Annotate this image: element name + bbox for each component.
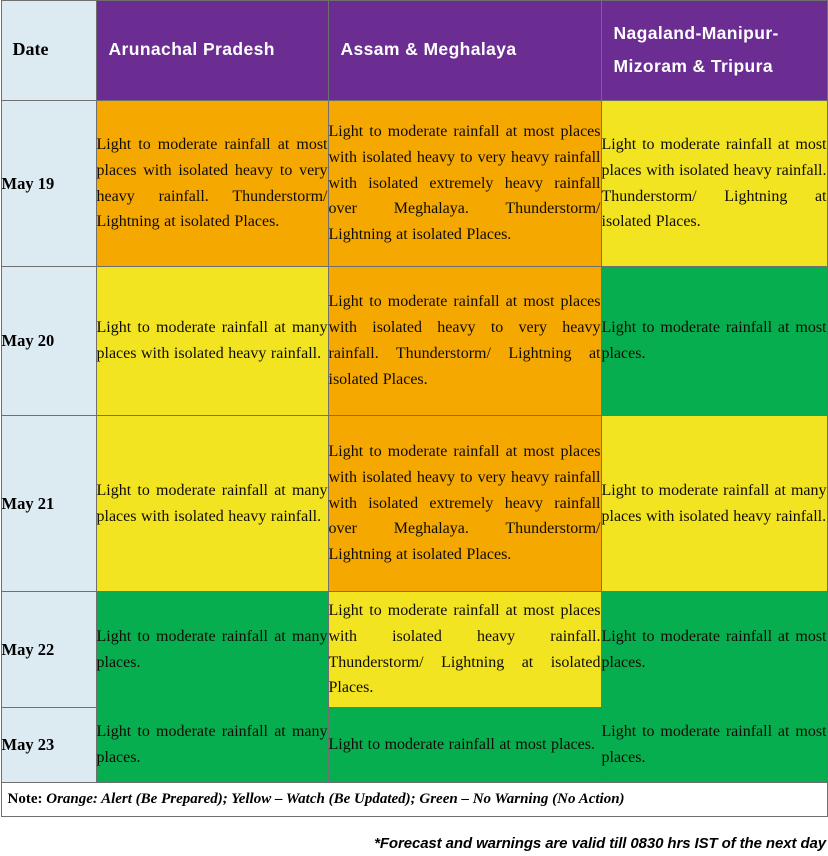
forecast-cell-may-23-assam-meghalaya: Light to moderate rainfall at most places. [328, 708, 601, 783]
row-date-may-20: May 20 [1, 267, 96, 416]
column-header-date: Date [1, 1, 96, 101]
row-date-may-22: May 22 [1, 592, 96, 708]
forecast-cell-may-22-nagaland-manipur-mizoram-tripura: Light to moderate rainfall at most places. [601, 592, 827, 708]
legend-note [1, 783, 827, 817]
table-row [1, 592, 827, 708]
forecast-cell-may-23-arunachal-pradesh: Light to moderate rainfall at many places. [96, 708, 328, 783]
forecast-cell-may-19-assam-meghalaya: Light to moderate rainfall at most places with isolated heavy to very heavy rainfall with isolated extremely heavy rainfall over Meghalaya. Thunderstorm/ Lightning at isolated Places. [328, 101, 601, 267]
column-header-nagaland-manipur-mizoram-tripura [601, 1, 827, 101]
forecast-cell-may-21-assam-meghalaya: Light to moderate rainfall at most places with isolated heavy to very heavy rainfall with isolated extremely heavy rainfall over Meghalaya. Thunderstorm/ Lightning at isolated Places. [328, 416, 601, 592]
row-date-may-19: May 19 [1, 101, 96, 267]
forecast-cell-may-21-nagaland-manipur-mizoram-tripura: Light to moderate rainfall at many places with isolated heavy rainfall. [601, 416, 827, 592]
legend-note-row [1, 783, 827, 817]
row-date-may-21: May 21 [1, 416, 96, 592]
forecast-cell-may-20-nagaland-manipur-mizoram-tripura: Light to moderate rainfall at most places. [601, 267, 827, 416]
column-header-line-1: Nagaland-Manipur- [613, 23, 779, 44]
column-header-line-2: Mizoram & Tripura [613, 55, 773, 76]
legend-note-body: Orange: Alert (Be Prepared); Yellow – Watch (Be Updated); Green – No Warning (No Action) [46, 790, 625, 807]
forecast-cell-may-22-assam-meghalaya: Light to moderate rainfall at most places with isolated heavy rainfall. Thunderstorm/ Lightning at isolated Places. [328, 592, 601, 708]
table-header-row [1, 1, 827, 101]
table-row [1, 416, 827, 592]
forecast-cell-may-19-nagaland-manipur-mizoram-tripura: Light to moderate rainfall at most places with isolated heavy rainfall. Thunderstorm/ Lightning at isolated Places. [601, 101, 827, 267]
column-header-assam-meghalaya: Assam & Meghalaya [328, 1, 601, 101]
validity-disclaimer: *Forecast and warnings are valid till 0830 hrs IST of the next day [374, 835, 826, 852]
forecast-cell-may-22-arunachal-pradesh: Light to moderate rainfall at many places. [96, 592, 328, 708]
weather-warning-table [1, 0, 828, 817]
table-row [1, 267, 827, 416]
forecast-cell-may-19-arunachal-pradesh: Light to moderate rainfall at most places with isolated heavy to very heavy rainfall. Thunderstorm/ Lightning at isolated Places. [96, 101, 328, 267]
forecast-cell-may-21-arunachal-pradesh: Light to moderate rainfall at many places with isolated heavy rainfall. [96, 416, 328, 592]
forecast-cell-may-20-arunachal-pradesh: Light to moderate rainfall at many places with isolated heavy rainfall. [96, 267, 328, 416]
legend-note-label: Note: [7, 790, 43, 807]
table-body [1, 101, 827, 817]
row-date-may-23: May 23 [1, 708, 96, 783]
table-row [1, 101, 827, 267]
table-row [1, 708, 827, 783]
table-header [1, 1, 827, 101]
forecast-cell-may-20-assam-meghalaya: Light to moderate rainfall at most places with isolated heavy to very heavy rainfall. Thunderstorm/ Lightning at isolated Places. [328, 267, 601, 416]
forecast-cell-may-23-nagaland-manipur-mizoram-tripura: Light to moderate rainfall at most places. [601, 708, 827, 783]
column-header-arunachal-pradesh: Arunachal Pradesh [96, 1, 328, 101]
